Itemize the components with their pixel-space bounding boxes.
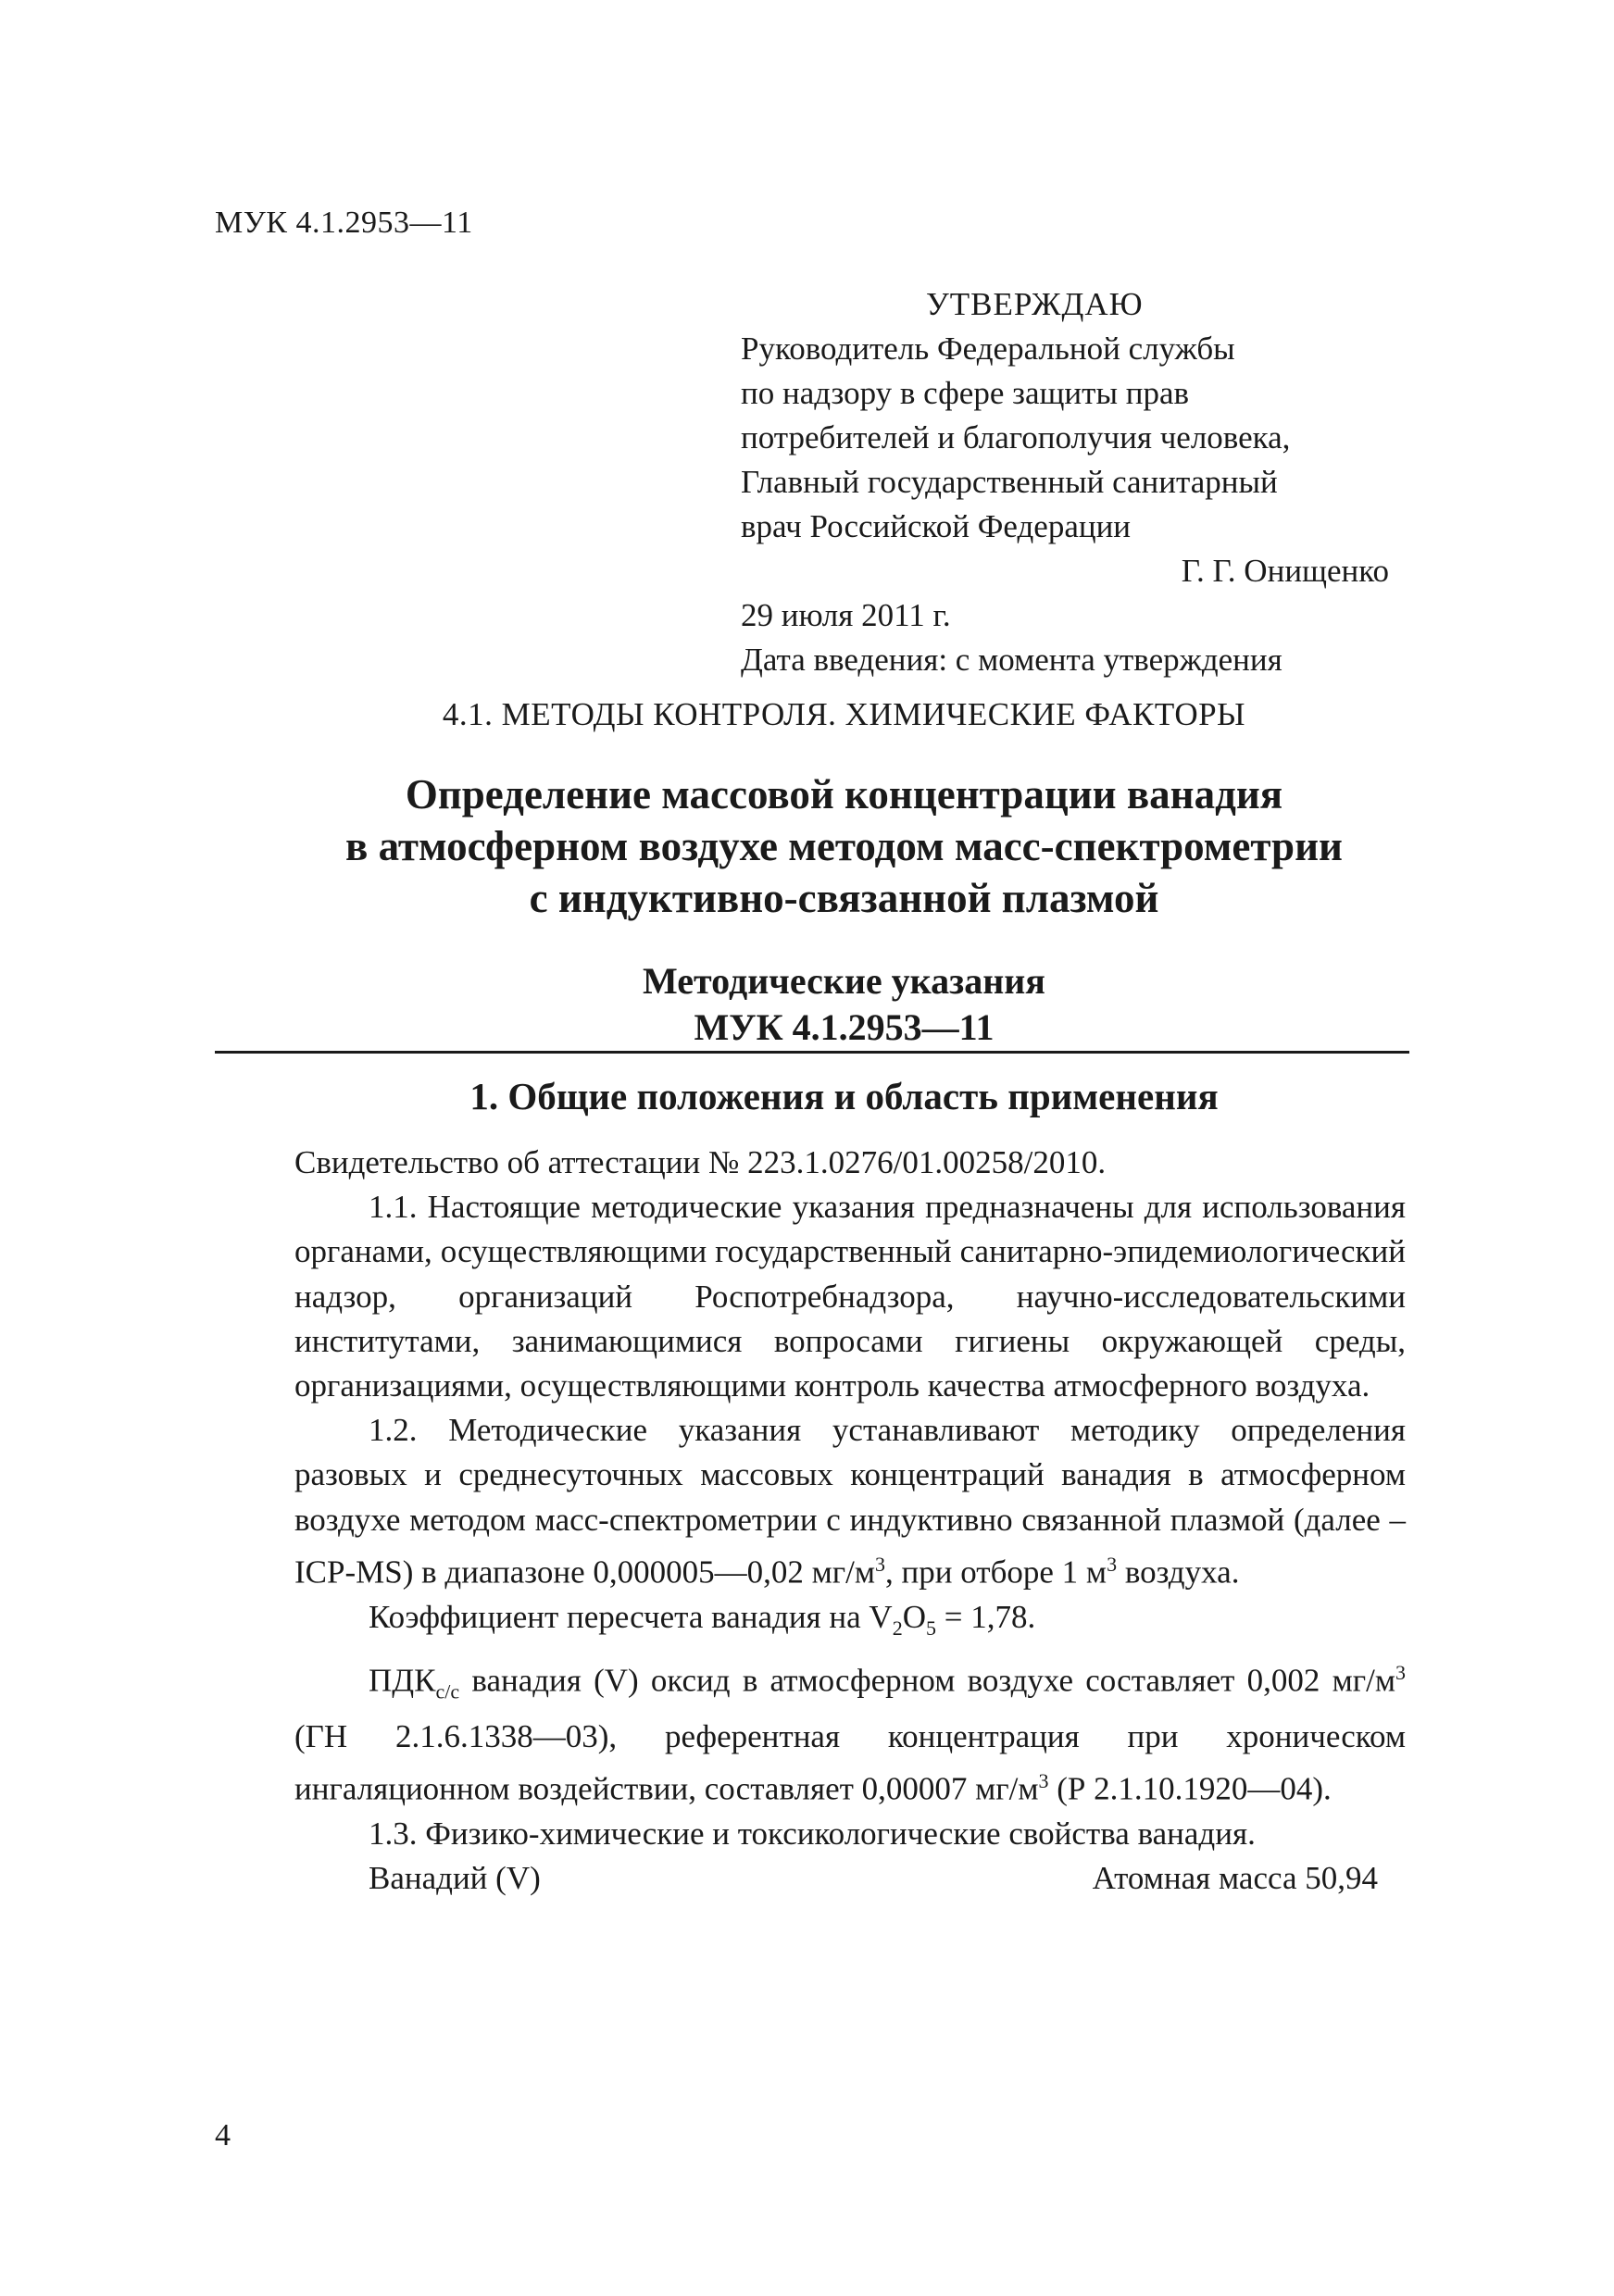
page-number: 4	[215, 2118, 231, 2152]
approval-line: Главный государственный санитарный	[741, 464, 1278, 500]
document-code: МУК 4.1.2953—11	[215, 206, 473, 240]
approval-line: потребителей и благополучия человека,	[741, 419, 1291, 455]
approval-block	[741, 282, 1389, 682]
approval-line: врач Российской Федерации	[741, 508, 1132, 544]
paragraph-1-3: 1.3. Физико-химические и токсикологические свойства ванадия.	[369, 1815, 1256, 1852]
subtitle-code: МУК 4.1.2953—11	[694, 1006, 995, 1048]
document-subtitle	[0, 958, 1614, 1051]
approval-effective-date: Дата введения: с момента утверждения	[741, 642, 1282, 678]
title-line: Определение массовой концентрации ванадия	[405, 771, 1283, 817]
section-1-heading: 1. Общие положения и область применения	[469, 1075, 1219, 1117]
atomic-mass: Атомная масса 50,94	[1092, 1860, 1378, 1897]
approval-line: Руководитель Федеральной службы	[741, 331, 1235, 367]
title-line: с индуктивно-связанной плазмой	[529, 875, 1159, 921]
horizontal-rule	[215, 1051, 1409, 1054]
title-line: в атмосферном воздухе методом масс-спектрометрии	[345, 823, 1343, 869]
paragraph-1-2: 1.2. Методические указания устанавливают методику определения разовых и среднесуточных массовых концентраций ванадия в атмосферном воздухе методом масс-спектрометрии с индуктивно связанной плазмой (далее – ICP-MS) в диапазоне 0,000005—0,02 $мг/м^3$, при отборе 1 $м^3$ воздуха.	[294, 1412, 1406, 1591]
element-row	[294, 1856, 1406, 1901]
certificate-line: Свидетельство об аттестации № 223.1.0276/01.00258/2010.	[294, 1144, 1107, 1180]
element-name: Ванадий (V)	[369, 1860, 541, 1897]
approval-signer: Г. Г. Онищенко	[1181, 553, 1389, 589]
approval-date: 29 июля 2011 г.	[741, 597, 951, 633]
pdk-paragraph: $ПДК_{с/с}$ ванадия (V) оксид в атмосферном воздухе составляет 0,002 $мг/м^3$ (ГН 2.1.6.1338—03), референтная концентрация при хроническом ингаляционном воздействии, составляет 0,00007 $мг/м^3$ (Р 2.1.10.1920—04).	[294, 1660, 1406, 1807]
section-1-body	[294, 1141, 1406, 1901]
subtitle-type: Методические указания	[643, 960, 1045, 1002]
approval-line: по надзору в сфере защиты прав	[741, 375, 1190, 411]
approval-heading: УТВЕРЖДАЮ	[926, 286, 1144, 322]
document-title	[0, 768, 1614, 924]
paragraph-1-1: 1.1. Настоящие методические указания предназначены для использования органами, осуществляющими государственный санитарно-эпидемиологический надзор, организаций Роспотребнадзора, научно-исследовательскими институтами, занимающимися вопросами гигиены окружающей среды, организациями, осуществляющими контроль качества атмосферного воздуха.	[294, 1189, 1406, 1404]
section-heading: 4.1. МЕТОДЫ КОНТРОЛЯ. ХИМИЧЕСКИЕ ФАКТОРЫ	[442, 696, 1246, 732]
conversion-coefficient: Коэффициент пересчета ванадия на $V_2O_5 = 1,78$.	[369, 1598, 1036, 1640]
